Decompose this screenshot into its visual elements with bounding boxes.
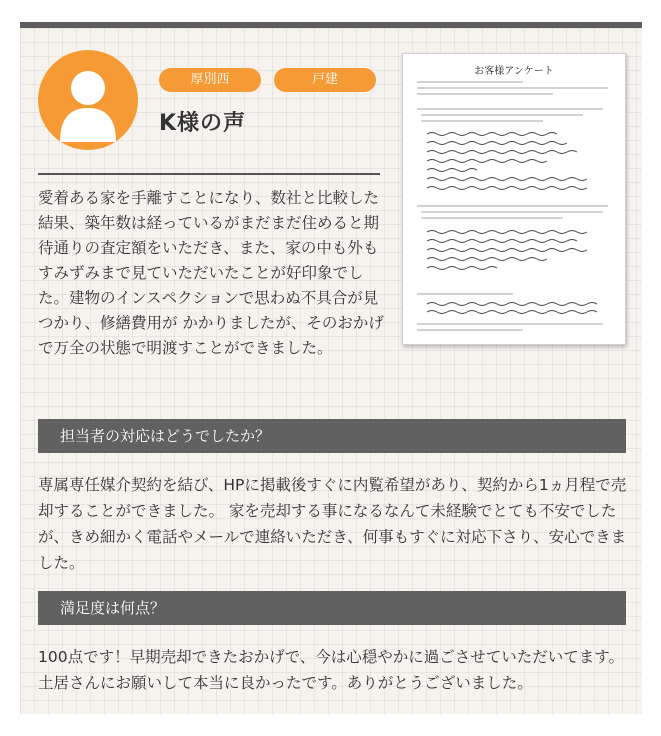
question-heading: 満足度は何点？ — [38, 591, 626, 625]
survey-title: お客様アンケート — [474, 66, 554, 77]
property-type-tag: 戸建 — [274, 68, 376, 92]
answer-text: 100点です！早期売却できたおかげで、今は心穏やかに過ごさせていただいてます。土居さんにお願いして本当に良かったです。ありがとうございました。 — [38, 648, 625, 692]
survey-image — [402, 53, 626, 345]
survey-handwriting — [403, 54, 625, 344]
testimonial-card — [20, 22, 642, 714]
area-tag: 厚別西 — [159, 68, 261, 92]
answer-text: 専属専任媒介契約を結び、HPに掲載後すぐに内覧希望があり、契約から1ヵ月程で売却することができました。 家を売却する事になるなんて未経験でとても不安でしたが、きめ細かく電話やメールで連絡いただき、何事もすぐに対応下さり、安心できました。 — [38, 476, 627, 572]
intro-text: 愛着ある家を手離すことになり、数社と比較した結果、築年数は経っているがまだまだ住めると期待通りの査定額をいただき、また、家の中も外もすみずみまで見ていただいたことが好印象でした。建物のインスペクションで思わぬ不具合が見つかり、修繕費用が かかりましたが、そのおかげで万全の状態で明渡すことができました。 — [38, 189, 384, 357]
testimonial-title: K様の声 — [159, 111, 247, 136]
question-heading: 担当者の対応はどうでしたか？ — [38, 419, 626, 453]
user-avatar-icon — [38, 50, 138, 150]
divider — [38, 173, 380, 175]
